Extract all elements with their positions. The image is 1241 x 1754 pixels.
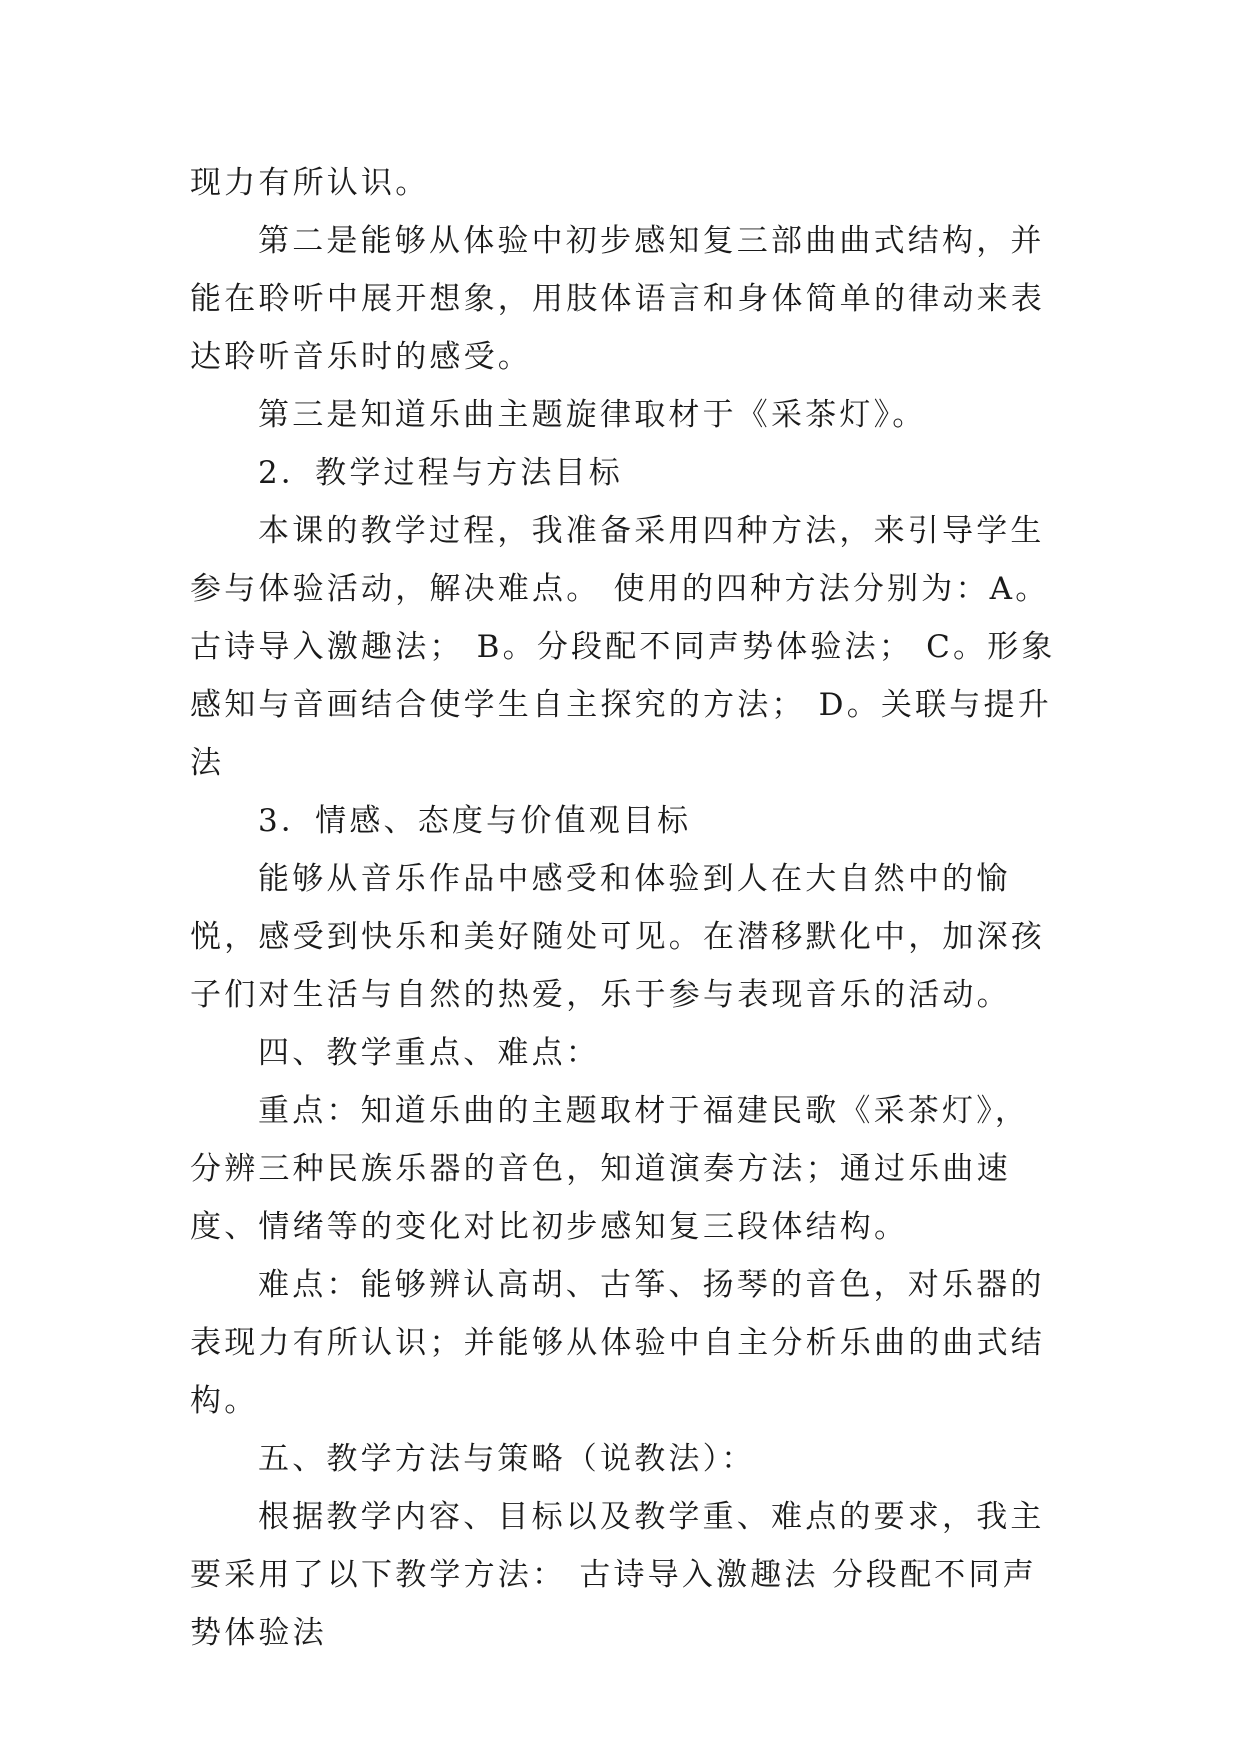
- heading-emotion-attitude-goal: 3．情感、态度与价值观目标: [258, 803, 692, 839]
- document-body: [190, 154, 1060, 1662]
- heading-process-method-goal: 2．教学过程与方法目标: [258, 455, 623, 491]
- paragraph-key-points: 重点：知道乐曲的主题取材于福建民歌《采茶灯》，分辨三种民族乐器的音色，知道演奏方法；通过乐曲速度、情绪等的变化对比初步感知复三段体结构。: [190, 1093, 1030, 1245]
- paragraph-teaching-methods: 根据教学内容、目标以及教学重、难点的要求，我主要采用了以下教学方法： 古诗导入激趣法 分段配不同声势体验法: [190, 1499, 1045, 1651]
- paragraph-difficult-points: 难点：能够辨认高胡、古筝、扬琴的音色，对乐器的表现力有所认识；并能够从体验中自主分析乐曲的曲式结构。: [190, 1267, 1045, 1419]
- paragraph-continuation: 现力有所认识。: [190, 165, 430, 201]
- paragraph-emotion-goal: 能够从音乐作品中感受和体验到人在大自然中的愉悦，感受到快乐和美好随处可见。在潜移默化中，加深孩子们对生活与自然的热爱，乐于参与表现音乐的活动。: [190, 861, 1045, 1013]
- heading-teaching-methods: 五、教学方法与策略（说教法）：: [258, 1441, 756, 1477]
- heading-key-difficult-points: 四、教学重点、难点：: [258, 1035, 600, 1071]
- paragraph-process-methods: 本课的教学过程，我准备采用四种方法，来引导学生参与体验活动，解决难点。 使用的四种方法分别为：A。古诗导入激趣法； B。分段配不同声势体验法； C。形象感知与音画结合使学生自主探究的方法； D。关联与提升法: [190, 513, 1056, 781]
- paragraph-goal-two: 第二是能够从体验中初步感知复三部曲曲式结构，并能在聆听中展开想象，用肢体语言和身体简单的律动来表达聆听音乐时的感受。: [190, 223, 1045, 375]
- paragraph-goal-three: 第三是知道乐曲主题旋律取材于《采茶灯》。: [258, 397, 927, 433]
